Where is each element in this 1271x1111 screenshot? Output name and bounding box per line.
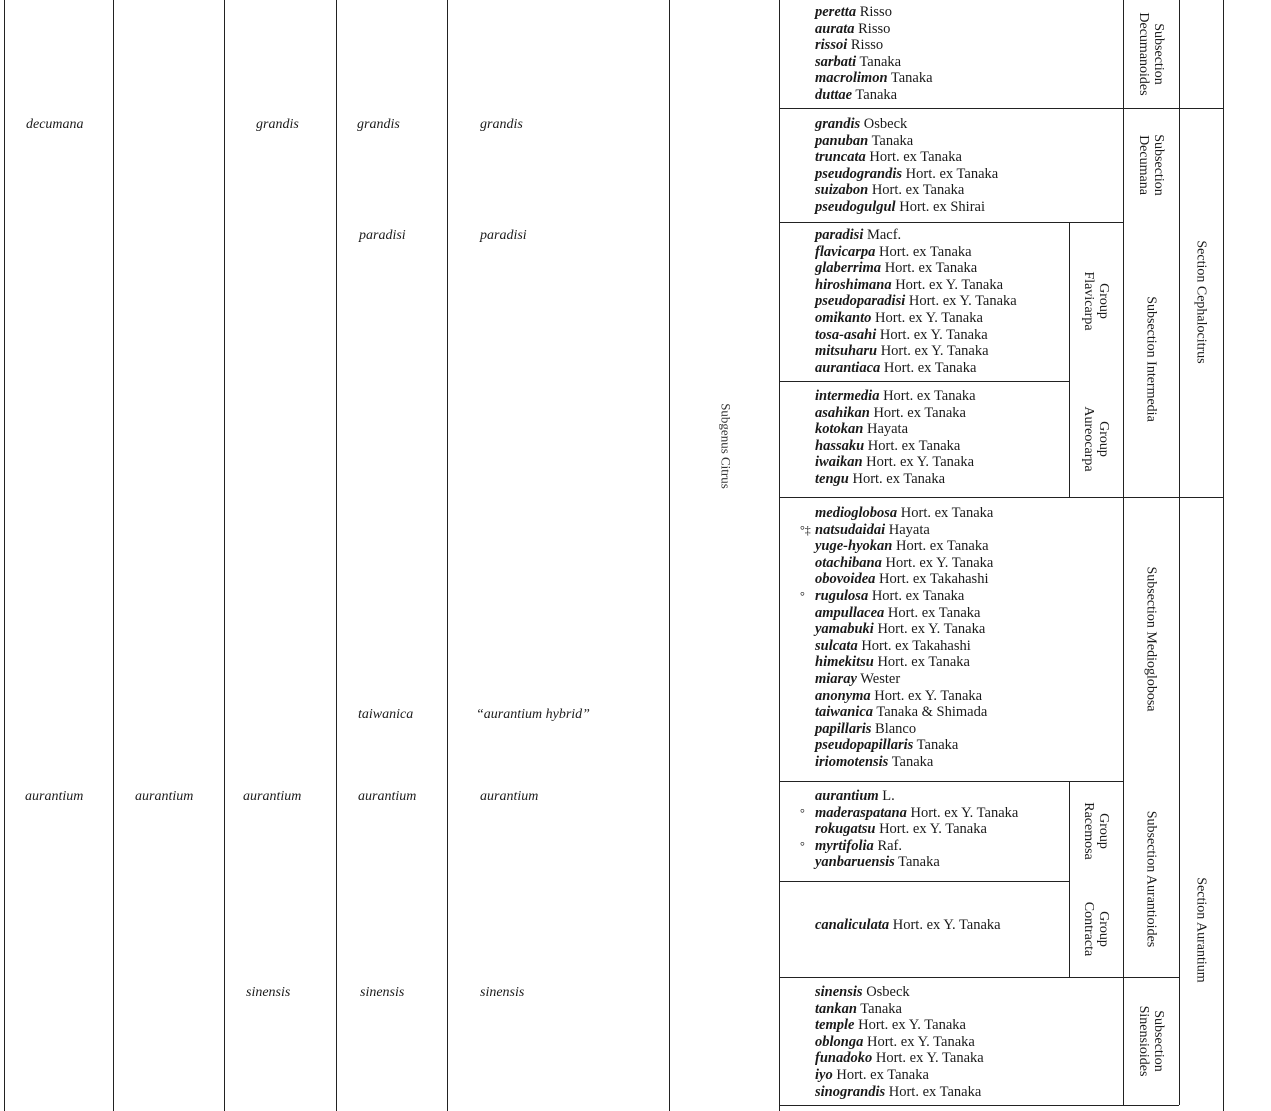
species-author: Risso xyxy=(856,4,892,20)
species-name: grandis xyxy=(815,116,861,132)
species-row xyxy=(815,182,998,199)
species-row xyxy=(815,70,933,87)
column-rule xyxy=(336,0,337,1111)
species-author: Hort. ex Tanaka xyxy=(868,182,965,199)
label-sinensis: sinensis xyxy=(480,985,525,1000)
section-cephalocitrus-label: Section Cephalocitrus xyxy=(1193,240,1209,364)
species-row xyxy=(815,37,933,54)
subsection-rule xyxy=(1123,0,1124,1105)
species-row xyxy=(815,166,998,183)
subsection-decumanoides-label: Subsection Decumanoides xyxy=(1136,12,1166,96)
group-rule xyxy=(1069,781,1070,977)
row-rule xyxy=(779,977,1179,978)
section-top-rule xyxy=(1179,108,1223,109)
species-row xyxy=(815,87,933,104)
species-author: Hort. ex Y. Tanaka xyxy=(891,276,1004,293)
species-row xyxy=(815,917,1001,934)
species-name: canaliculata xyxy=(815,917,890,933)
species-row xyxy=(815,360,1017,377)
species-name: peretta xyxy=(815,4,857,20)
hybrid-mark: ° xyxy=(800,588,805,603)
species-name: kotokan xyxy=(815,421,864,438)
species-row xyxy=(815,310,1017,327)
species-name: hassaku xyxy=(815,437,865,454)
species-name: tengu xyxy=(815,470,849,487)
species-row xyxy=(815,438,976,455)
species-author: Tanaka xyxy=(868,132,914,149)
label-aurantium: aurantium xyxy=(243,789,302,804)
species-row xyxy=(815,721,993,738)
species-name: iwaikan xyxy=(815,454,863,471)
label-aurantium: aurantium xyxy=(135,789,194,804)
species-name: pseudograndis xyxy=(815,165,903,182)
species-author: Osbeck xyxy=(860,116,908,132)
species-list-decumana xyxy=(815,116,998,216)
label-paradisi: paradisi xyxy=(359,228,406,243)
species-author: Tanaka xyxy=(888,753,934,770)
species-name: natsudaidai xyxy=(815,521,886,538)
species-author: Hort. ex Tanaka xyxy=(873,654,970,671)
column-rule xyxy=(779,0,780,1111)
column-rule xyxy=(113,0,114,1111)
label-aurantium: aurantium xyxy=(358,789,417,804)
species-name: taiwanica xyxy=(815,704,874,721)
hybrid-mark: °‡ xyxy=(800,522,811,537)
species-author: Hort. ex Tanaka xyxy=(879,388,976,404)
section-aurantium-label: Section Aurantium xyxy=(1193,877,1209,983)
species-author: Tanaka xyxy=(856,1000,902,1017)
species-author: Hort. ex Tanaka xyxy=(865,149,962,166)
species-row xyxy=(815,471,976,488)
species-author: Hort. ex Tanaka xyxy=(880,359,977,376)
species-name: flavicarpa xyxy=(815,243,876,260)
species-author: Tanaka xyxy=(852,86,898,103)
label-grandis: grandis xyxy=(480,117,523,132)
label-aurantium: aurantium xyxy=(480,789,539,804)
species-list-aureocarpa xyxy=(815,388,976,488)
column-rule xyxy=(447,0,448,1111)
species-author: Hort. ex Takahashi xyxy=(857,637,971,654)
species-author: Blanco xyxy=(871,720,917,737)
species-name: sinensis xyxy=(815,984,863,1000)
species-row xyxy=(815,277,1017,294)
species-name: yanbaruensis xyxy=(815,854,895,871)
label-aurantium: aurantium xyxy=(25,789,84,804)
species-author: Risso xyxy=(854,20,891,37)
species-name: temple xyxy=(815,1017,855,1034)
label-decumana: decumana xyxy=(26,117,84,132)
species-name: sinograndis xyxy=(815,1083,886,1100)
species-author: Hort. ex Tanaka xyxy=(832,1066,929,1083)
species-row xyxy=(815,984,984,1001)
species-row xyxy=(815,244,1017,261)
species-row xyxy=(815,737,993,754)
species-name: rokugatsu xyxy=(815,821,876,838)
species-author: Hayata xyxy=(885,521,930,538)
species-name: rissoi xyxy=(815,37,848,54)
species-name: otachibana xyxy=(815,554,882,571)
label-aurantium-hybrid: “aurantium hybrid” xyxy=(476,707,590,722)
species-name: himekitsu xyxy=(815,654,874,671)
label-sinensis: sinensis xyxy=(246,985,291,1000)
species-row xyxy=(815,327,1017,344)
species-name: funadoko xyxy=(815,1050,873,1067)
species-row xyxy=(815,671,993,688)
species-author: Hort. ex Y. Tanaka xyxy=(862,454,975,471)
species-row xyxy=(800,837,1018,855)
species-author: Hort. ex Y. Tanaka xyxy=(854,1017,966,1034)
species-row xyxy=(815,388,976,405)
species-row xyxy=(815,754,993,771)
species-row xyxy=(815,1017,984,1034)
subsection-intermedia-label: Subsection Intermedia xyxy=(1143,296,1159,422)
row-rule xyxy=(779,497,1179,498)
species-list-medioglobosa xyxy=(800,505,994,771)
species-author: Hort. ex Y. Tanaka xyxy=(870,687,983,704)
species-author: Hort. ex Y. Tanaka xyxy=(872,1050,984,1067)
row-rule xyxy=(779,222,1123,223)
row-rule xyxy=(779,381,1069,382)
species-author: Hort. ex Y. Tanaka xyxy=(873,621,986,638)
species-row xyxy=(815,621,993,638)
species-row xyxy=(815,116,998,133)
species-row xyxy=(815,4,933,21)
species-name: yuge-hyokan xyxy=(815,538,893,555)
species-row xyxy=(815,343,1017,360)
species-name: sarbati xyxy=(815,53,857,70)
species-name: pseudogulgul xyxy=(815,198,896,215)
species-row xyxy=(815,704,993,721)
species-row xyxy=(815,1050,984,1067)
species-row xyxy=(815,199,998,216)
species-row xyxy=(815,1084,984,1101)
subgenus-label: Subgenus Citrus xyxy=(718,403,734,489)
species-row xyxy=(815,605,993,622)
table-bottom-rule xyxy=(779,1105,1179,1106)
species-author: Hort. ex Tanaka xyxy=(892,538,989,555)
species-row xyxy=(815,854,1018,871)
column-rule xyxy=(4,0,5,1111)
species-author: Hort. ex Y. Tanaka xyxy=(871,309,983,326)
species-row xyxy=(800,521,993,539)
species-name: medioglobosa xyxy=(815,505,898,521)
species-name: glaberrima xyxy=(815,260,882,277)
species-row xyxy=(815,421,976,438)
species-row xyxy=(815,1067,984,1084)
species-name: aurata xyxy=(815,20,855,37)
species-author: Hort. ex Shirai xyxy=(895,198,985,215)
species-name: aurantium xyxy=(815,788,879,804)
species-row xyxy=(815,227,1017,244)
species-name: ampullacea xyxy=(815,604,885,621)
species-name: pseudoparadisi xyxy=(815,293,906,310)
row-rule xyxy=(779,881,1069,882)
species-row xyxy=(815,555,993,572)
label-sinensis: sinensis xyxy=(360,985,405,1000)
species-row xyxy=(815,571,993,588)
hybrid-mark: ° xyxy=(800,838,805,853)
species-list-decumanoides xyxy=(815,4,933,104)
group-racemosa-label: Group Racemosa xyxy=(1081,802,1111,860)
species-name: pseudopapillaris xyxy=(815,737,914,754)
species-row xyxy=(815,821,1018,838)
species-row xyxy=(815,1034,984,1051)
species-author: Osbeck xyxy=(862,984,910,1000)
section-rule xyxy=(1179,0,1180,1105)
species-name: asahikan xyxy=(815,404,870,421)
species-author: Hort. ex Tanaka xyxy=(897,505,994,521)
label-paradisi: paradisi xyxy=(480,228,527,243)
species-row xyxy=(815,788,1018,805)
species-author: Hort. ex Tanaka xyxy=(848,470,945,487)
label-grandis: grandis xyxy=(256,117,299,132)
species-name: hiroshimana xyxy=(815,276,892,293)
species-name: obovoidea xyxy=(815,571,876,588)
species-author: Hort. ex Tanaka xyxy=(875,243,972,260)
species-author: Tanaka xyxy=(894,854,940,871)
group-aureocarpa-label: Group Aureocarpa xyxy=(1081,406,1111,472)
species-author: Hort. ex Tanaka xyxy=(902,165,999,182)
species-author: Hayata xyxy=(863,421,909,438)
species-row xyxy=(815,405,976,422)
species-row xyxy=(815,654,993,671)
species-author: Hort. ex Tanaka xyxy=(864,437,961,454)
species-author: Hort. ex Tanaka xyxy=(881,260,978,277)
species-row xyxy=(815,260,1017,277)
group-flavicarpa-label: Group Flavicarpa xyxy=(1081,271,1111,331)
subsection-medioglobosa-label: Subsection Medioglobosa xyxy=(1143,566,1159,712)
species-author: Risso xyxy=(847,37,884,54)
species-name: suizabon xyxy=(815,182,869,199)
species-row xyxy=(815,149,998,166)
column-rule xyxy=(224,0,225,1111)
species-author: Macf. xyxy=(863,227,902,243)
species-name: papillaris xyxy=(815,720,872,737)
species-author: Raf. xyxy=(873,837,902,854)
species-name: paradisi xyxy=(815,227,864,243)
label-grandis: grandis xyxy=(357,117,400,132)
label-taiwanica: taiwanica xyxy=(358,707,414,722)
species-name: mitsuharu xyxy=(815,343,878,360)
species-row xyxy=(800,804,1019,822)
species-name: panuban xyxy=(815,132,869,149)
species-author: Hort. ex Tanaka xyxy=(885,1083,982,1100)
column-rule xyxy=(669,0,670,1111)
species-row xyxy=(815,54,933,71)
species-name: rugulosa xyxy=(815,587,869,604)
species-name: yamabuki xyxy=(815,621,874,638)
group-contracta-label: Group Contracta xyxy=(1081,901,1111,957)
species-row xyxy=(815,454,976,471)
species-name: myrtifolia xyxy=(815,837,874,854)
species-author: Tanaka xyxy=(913,737,959,754)
species-name: maderaspatana xyxy=(815,804,907,821)
species-row xyxy=(815,688,993,705)
species-author: L. xyxy=(878,788,895,804)
species-name: anonyma xyxy=(815,687,871,704)
species-author: Hort. ex Y. Tanaka xyxy=(906,804,1019,821)
species-name: miaray xyxy=(815,670,857,687)
species-name: iyo xyxy=(815,1066,833,1083)
species-row xyxy=(800,587,993,605)
species-list-contracta xyxy=(815,917,1001,934)
species-name: omikanto xyxy=(815,309,872,326)
species-author: Tanaka & Shimada xyxy=(873,704,988,721)
species-author: Tanaka xyxy=(856,53,902,70)
species-author: Hort. ex Tanaka xyxy=(884,604,981,621)
species-list-racemosa xyxy=(800,788,1019,871)
species-author: Hort. ex Y. Tanaka xyxy=(863,1033,975,1050)
subsection-sinensioides-label: Subsection Sinensioides xyxy=(1136,1005,1166,1077)
species-row xyxy=(815,133,998,150)
species-list-sinensioides xyxy=(815,984,984,1100)
species-name: aurantiaca xyxy=(815,359,881,376)
species-name: sulcata xyxy=(815,637,858,654)
species-name: iriomotensis xyxy=(815,753,889,770)
species-name: tosa-asahi xyxy=(815,326,877,343)
species-author: Hort. ex Y. Tanaka xyxy=(877,343,989,360)
species-author: Hort. ex Y. Tanaka xyxy=(905,293,1017,310)
row-rule xyxy=(779,108,1179,109)
species-author: Wester xyxy=(856,670,901,687)
section-divider-rule xyxy=(1179,497,1223,498)
species-name: duttae xyxy=(815,86,853,103)
species-name: tankan xyxy=(815,1000,857,1017)
species-author: Hort. ex Takahashi xyxy=(875,571,989,588)
species-name: macrolimon xyxy=(815,70,888,87)
species-author: Hort. ex Y. Tanaka xyxy=(875,821,987,838)
subsection-decumana-label: Subsection Decumana xyxy=(1136,134,1166,196)
subsection-aurantioides-label: Subsection Aurantioides xyxy=(1143,810,1159,948)
species-row xyxy=(815,293,1017,310)
species-author: Hort. ex Y. Tanaka xyxy=(876,326,988,343)
species-author: Tanaka xyxy=(887,70,933,87)
species-row xyxy=(815,638,993,655)
species-author: Hort. ex Tanaka xyxy=(869,404,966,421)
species-row xyxy=(815,1001,984,1018)
row-rule xyxy=(779,781,1123,782)
species-list-flavicarpa xyxy=(815,227,1017,376)
species-name: oblonga xyxy=(815,1033,864,1050)
species-row xyxy=(815,538,993,555)
species-name: intermedia xyxy=(815,388,880,404)
species-author: Hort. ex Y. Tanaka xyxy=(881,554,994,571)
hybrid-mark: ° xyxy=(800,805,805,820)
column-rule xyxy=(1223,0,1224,1111)
species-author: Hort. ex Y. Tanaka xyxy=(889,917,1001,933)
species-row xyxy=(815,505,993,522)
group-rule xyxy=(1069,222,1070,497)
species-author: Hort. ex Tanaka xyxy=(868,587,965,604)
species-row xyxy=(815,21,933,38)
species-name: truncata xyxy=(815,149,866,166)
